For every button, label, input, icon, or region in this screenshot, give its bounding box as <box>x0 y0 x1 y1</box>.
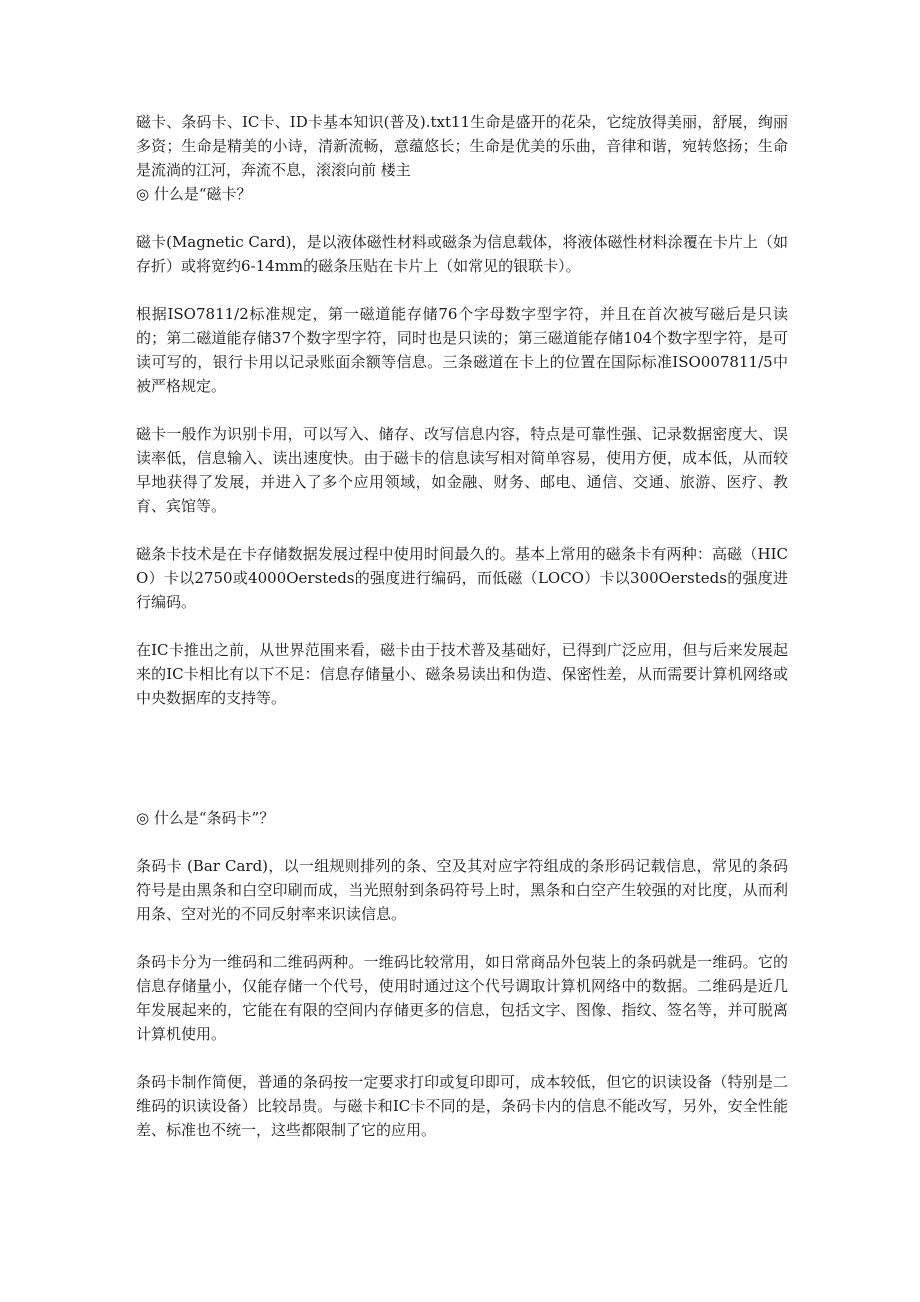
paragraph: 条码卡分为一维码和二维码两种。一维码比较常用，如日常商品外包装上的条码就是一维码。它的信息存储量小，仅能存储一个代号，使用时通过这个代号调取计算机网络中的数据。二维码是近几年发展起来的，它能在有限的空间内存储更多的信息，包括文字、图像、指纹、签名等，并可脱离计算机使用。 <box>136 953 788 1043</box>
paragraph: 磁条卡技术是在卡存储数据发展过程中使用时间最久的。基本上常用的磁条卡有两种：高磁（HICO）卡以2750或4000Oersteds的强度进行编码，而低磁（LOCO）卡以300Oersteds的强度进行编码。 <box>136 545 788 611</box>
section-heading-magnetic-card: ◎ 什么是“磁卡？ <box>136 185 252 203</box>
intro-line: 磁卡、条码卡、IC卡、ID卡基本知识(普及).txt11生命是盛开的花朵，它绽放得美丽，舒展，绚丽多资；生命是精美的小诗，清新流畅，意蕴悠长；生命是优美的乐曲，音律和谐，宛转悠扬；生命是流淌的江河，奔流不息，滚滚向前 楼主 <box>136 113 788 179</box>
section-spacer <box>136 734 788 806</box>
paragraph: 磁卡(Magnetic Card)，是以液体磁性材料或磁条为信息载体，将液体磁性材料涂覆在卡片上（如存折）或将宽约6-14mm的磁条压贴在卡片上（如常见的银联卡）。 <box>136 233 788 275</box>
paragraph: 条码卡制作简便，普通的条码按一定要求打印或复印即可，成本较低，但它的识读设备（特别是二维码的识读设备）比较昂贵。与磁卡和IC卡不同的是，条码卡内的信息不能改写，另外，安全性能差、标准也不统一，这些都限制了它的应用。 <box>136 1073 788 1139</box>
paragraph: 条码卡 (Bar Card)，以一组规则排列的条、空及其对应字符组成的条形码记载信息，常见的条码符号是由黑条和白空印刷而成，当光照射到条码符号上时，黑条和白空产生较强的对比度，从而利用条、空对光的不同反射率来识读信息。 <box>136 857 788 923</box>
section-heading-barcode-card: ◎ 什么是“条码卡”？ <box>136 809 275 827</box>
document-page <box>136 110 788 1166</box>
section-barcode-card <box>136 806 788 1142</box>
document-header <box>136 110 788 206</box>
paragraph: 根据ISO7811/2标准规定，第一磁道能存储76个字母数字型字符，并且在首次被写磁后是只读的；第二磁道能存储37个数字型字符，同时也是只读的；第三磁道能存储104个数字型字符，是可读可写的，银行卡用以记录账面余额等信息。三条磁道在卡上的位置在国际标准ISO007811/5中被严格规定。 <box>136 305 788 395</box>
paragraph: 在IC卡推出之前，从世界范围来看，磁卡由于技术普及基础好，已得到广泛应用，但与后来发展起来的IC卡相比有以下不足：信息存储量小、磁条易读出和伪造、保密性差，从而需要计算机网络或中央数据库的支持等。 <box>136 641 788 707</box>
paragraph: 磁卡一般作为识别卡用，可以写入、储存、改写信息内容，特点是可靠性强、记录数据密度大、误读率低，信息输入、读出速度快。由于磁卡的信息读写相对简单容易，使用方便，成本低，从而较早地获得了发展，并进入了多个应用领域，如金融、财务、邮电、通信、交通、旅游、医疗、教育、宾馆等。 <box>136 425 788 515</box>
section-magnetic-card <box>136 230 788 710</box>
